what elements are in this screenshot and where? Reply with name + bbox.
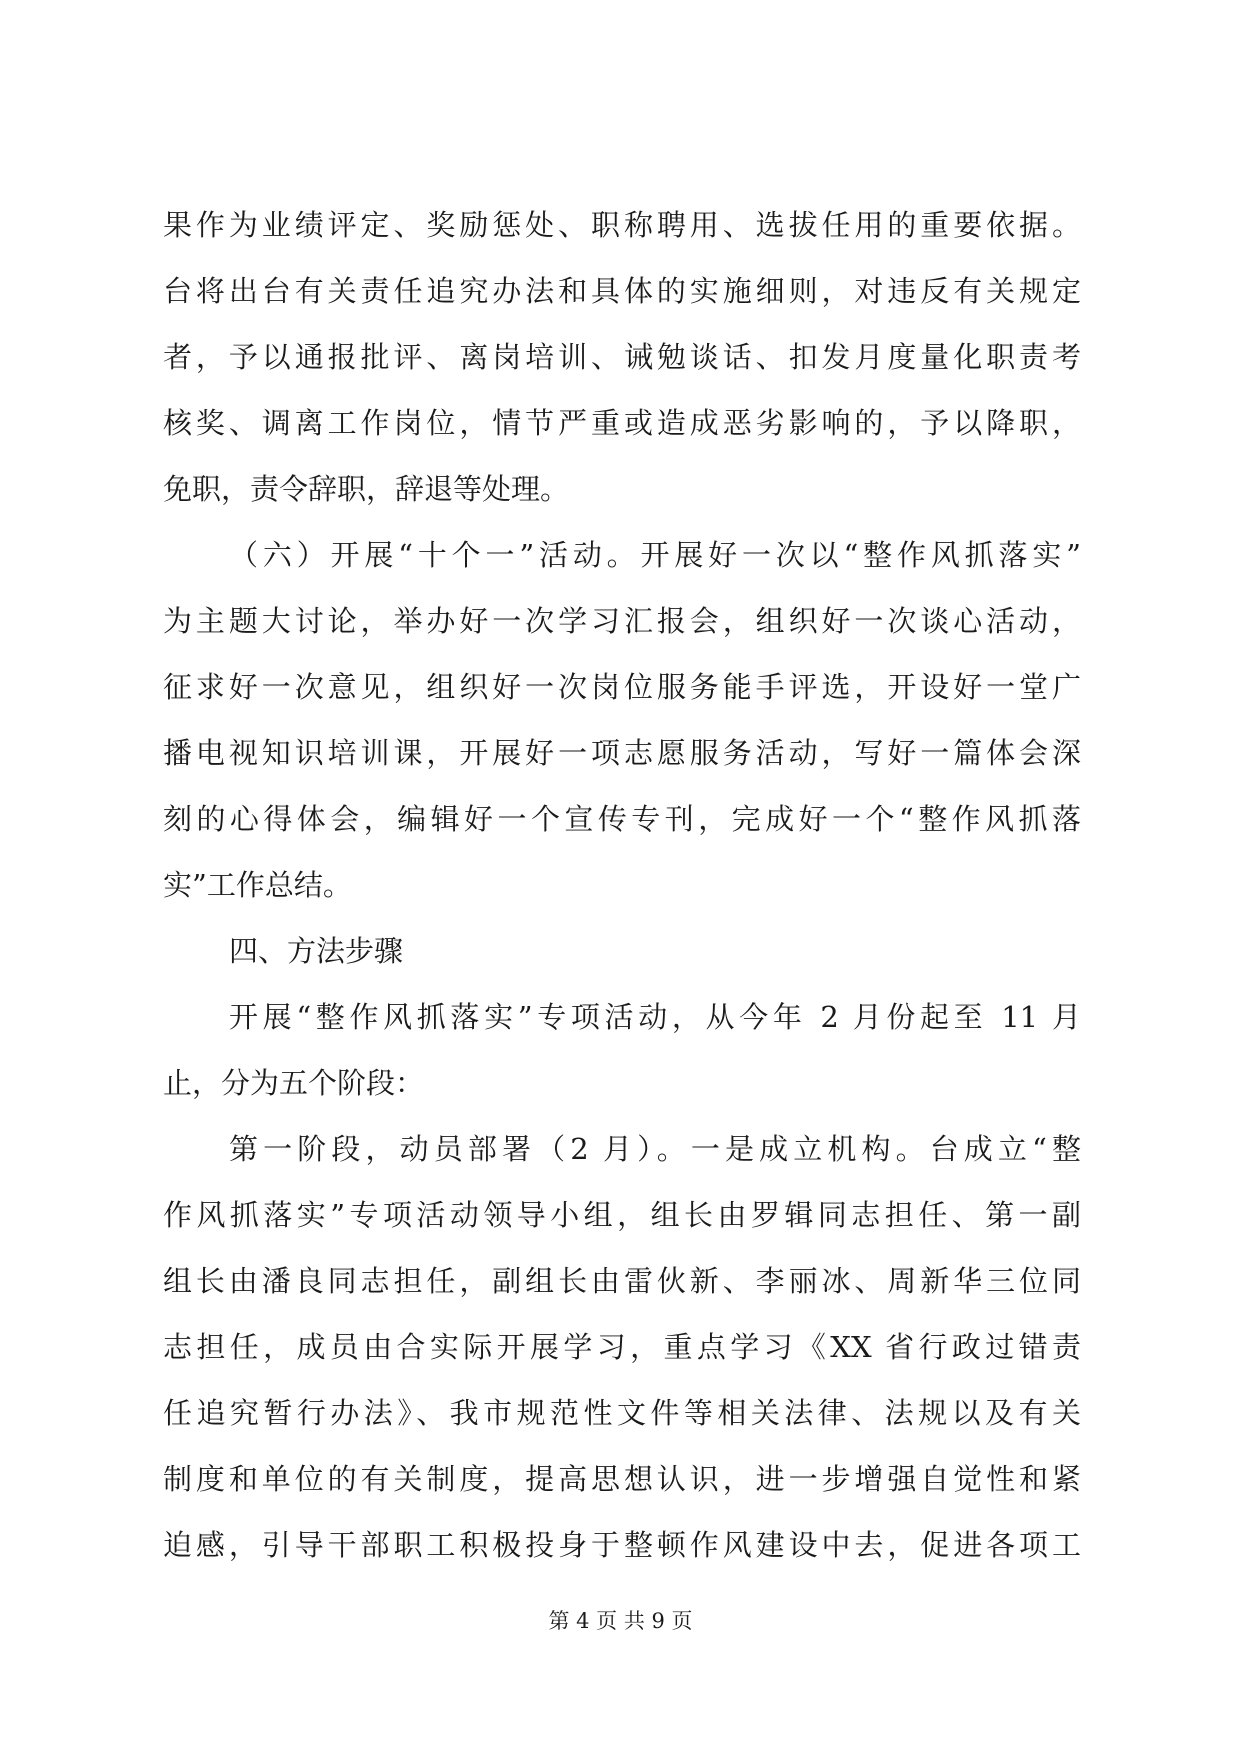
text-line: 为主题大讨论，举办好一次学习汇报会，组织好一次谈心活动，	[163, 604, 1081, 638]
text-line: 者，予以通报批评、离岗培训、诫勉谈话、扣发月度量化职责考	[163, 340, 1081, 374]
text-line: （六）开展“十个一”活动。开展好一次以“整作风抓落实”	[229, 538, 1081, 572]
text-line: 组长由潘良同志担任，副组长由雷伙新、李丽冰、周新华三位同	[163, 1264, 1081, 1298]
text-line: 果作为业绩评定、奖励惩处、职称聘用、选拔任用的重要依据。	[163, 208, 1081, 242]
text-line: 实”工作总结。	[163, 868, 352, 902]
text-line: 播电视知识培训课，开展好一项志愿服务活动，写好一篇体会深	[163, 736, 1081, 770]
text-line: 止，分为五个阶段：	[163, 1066, 425, 1100]
text-line: 迫感，引导干部职工积极投身于整顿作风建设中去，促进各项工	[163, 1528, 1081, 1562]
body-text	[163, 192, 1081, 1578]
text-line: 四、方法步骤	[229, 934, 404, 968]
text-line: 征求好一次意见，组织好一次岗位服务能手评选，开设好一堂广	[163, 670, 1081, 704]
text-line: 志担任，成员由合实际开展学习，重点学习《XX 省行政过错责	[163, 1330, 1081, 1364]
text-line: 制度和单位的有关制度，提高思想认识，进一步增强自觉性和紧	[163, 1462, 1081, 1496]
text-line: 核奖、调离工作岗位，情节严重或造成恶劣影响的，予以降职，	[163, 406, 1081, 440]
text-line: 第一阶段，动员部署（2 月）。一是成立机构。台成立“整	[229, 1132, 1081, 1166]
text-line: 免职，责令辞职，辞退等处理。	[163, 472, 570, 506]
text-line: 台将出台有关责任追究办法和具体的实施细则，对违反有关规定	[163, 274, 1081, 308]
text-line: 作风抓落实”专项活动领导小组，组长由罗辑同志担任、第一副	[163, 1198, 1081, 1232]
text-line: 开展“整作风抓落实”专项活动，从今年 2 月份起至 11 月	[229, 1000, 1081, 1034]
page-footer: 第 4 页 共 9 页	[548, 1609, 693, 1633]
text-line: 任追究暂行办法》、我市规范性文件等相关法律、法规以及有关	[163, 1396, 1081, 1430]
text-line: 刻的心得体会，编辑好一个宣传专刊，完成好一个“整作风抓落	[163, 802, 1081, 836]
